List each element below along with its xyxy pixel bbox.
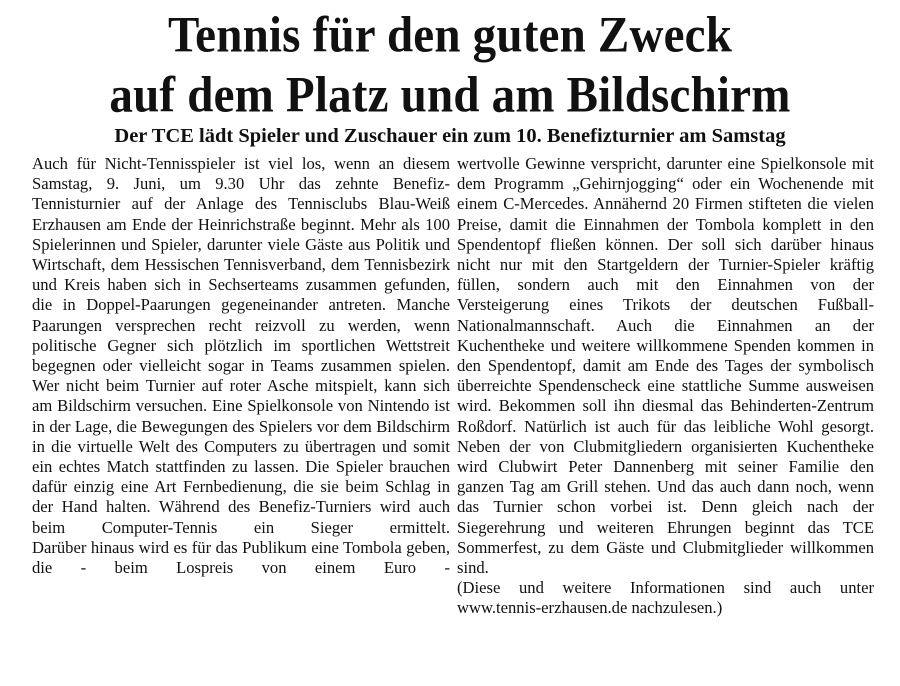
headline-line-2: auf dem Platz und am Bildschirm — [109, 67, 791, 124]
left-paragraph-2: Wer nicht beim Turnier auf roter Asche mitspielt, kann sich am Bildschirm versuchen. Eine Spielkonsole von Nintendo ist in der Lage, die Bewegungen des Spielers vor dem Bildschirm in die virtuelle Welt des Computers zu übertragen und somit ein echtes Match stattfinden zu lassen. Die Spieler brauchen dafür einzig eine Art Fernbedienung, die sie beim Schlag in der Hand halten. Während des Benefiz-Turniers wird auch beim Computer-Tennis ein Sieger ermittelt. — [32, 376, 450, 537]
subheadline: Der TCE lädt Spieler und Zuschauer ein zum 10. Benefizturnier am Samstag — [114, 125, 786, 147]
headline-line-1: Tennis für den guten Zweck — [167, 7, 733, 64]
right-column — [457, 154, 874, 619]
left-paragraph-1: Auch für Nicht-Tennisspieler ist viel los, wenn an diesem Samstag, 9. Juni, um 9.30 Uhr das zehnte Benefiz-Tennisturnier auf der Anlage des Tennisclubs Blau-Weiß Erzhausen am Ende der Heinrichstraße beginnt. Mehr als 100 Spielerinnen und Spieler, darunter viele Gäste aus Politik und Wirtschaft, dem Hessischen Tennisverband, dem Tennisbezirk und Kreis haben sich in Sechserteams zusammen gefunden, die in Doppel-Paarungen gegeneinander antreten. Manche Paarungen versprechen recht reizvoll zu werden, wenn politische Gegner sich plötzlich im sportlichen Wettstreit begegnen oder vielleicht sogar in Teams zusammen spielen. — [32, 154, 450, 376]
right-paragraph-2: (Diese und weitere Informationen sind auch unter www.tennis-erzhausen.de nachzulesen.) — [457, 578, 874, 618]
column-gutter — [446, 156, 447, 676]
left-column — [32, 154, 450, 578]
right-paragraph-1: wertvolle Gewinne verspricht, darunter eine Spielkonsole mit dem Programm „Gehirnjogging“ oder ein Wochenende mit einem C-Mercedes. Annähernd 20 Firmen stifteten die vielen Preise, damit die Einnahmen der Tombola komplett in den Spendentopf fließen können. Der soll sich darüber hinaus nicht nur mit den Startgeldern der Turnier-Spieler kräftig füllen, sondern auch mit den Einnahmen von der Versteigerung eines Trikots der deutschen Fußball-Nationalmannschaft. Auch die Einnahmen an der Kuchentheke und weitere willkommene Spenden kommen in den Spendentopf, damit am Ende des Tages der symbolisch überreichte Spendenscheck eine stattliche Summe ausweisen wird. Bekommen soll ihn diesmal das Behinderten-Zentrum Roßdorf. Natürlich ist auch für das leibliche Wohl gesorgt. Neben der von Clubmitgliedern organisierten Kuchentheke wird Clubwirt Peter Dannenberg mit seiner Familie den ganzen Tag am Grill stehen. Und das auch dann noch, wenn das Turnier schon vorbei ist. Denn gleich nach der Siegerehrung und weiteren Ehrungen beginnt das TCE Sommerfest, zu dem Gäste und Clubmitglieder willkommen sind. — [457, 154, 874, 578]
left-paragraph-3: Darüber hinaus wird es für das Publikum eine Tombola geben, die - beim Lospreis von einem Euro - — [32, 537, 450, 578]
